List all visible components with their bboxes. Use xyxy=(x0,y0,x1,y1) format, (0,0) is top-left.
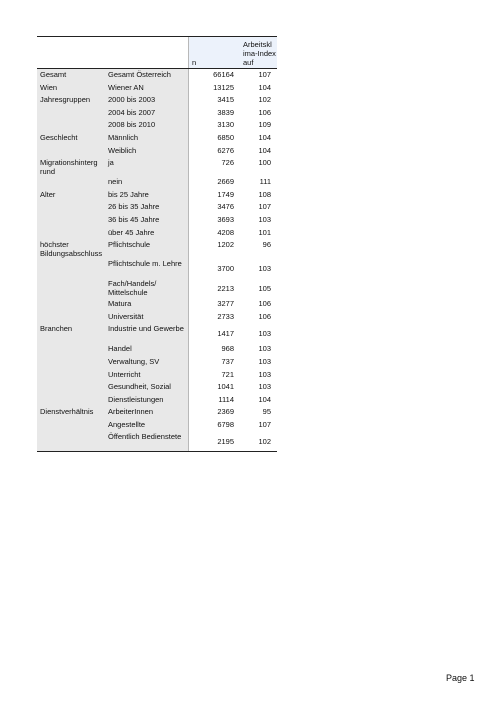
row-item-label: ja xyxy=(105,157,189,176)
row-index-value: 109 xyxy=(258,120,271,130)
row-group-label: Migrationshinterg rund xyxy=(37,157,105,176)
table-row xyxy=(37,176,277,189)
row-n-value: 4208 xyxy=(217,227,234,237)
row-item-label: Handel xyxy=(105,343,189,356)
table-row xyxy=(37,157,277,176)
row-index-value: 105 xyxy=(258,284,271,294)
table-row xyxy=(37,381,277,394)
row-index-value: 103 xyxy=(258,214,271,224)
row-n-value: 6276 xyxy=(217,145,234,155)
row-index-value: 107 xyxy=(258,419,271,429)
row-index-value: 102 xyxy=(237,431,277,452)
table-row xyxy=(37,406,277,419)
row-n-value: 3130 xyxy=(217,120,234,130)
row-group-label xyxy=(37,119,105,132)
table-row xyxy=(37,201,277,214)
header-n: n xyxy=(189,37,238,69)
table-row xyxy=(37,258,277,278)
row-index-value: 103 xyxy=(258,344,271,354)
row-index-value: 106 xyxy=(258,311,271,321)
row-n-value: 726 xyxy=(221,158,234,168)
row-group-label xyxy=(37,176,105,189)
row-n-value: 737 xyxy=(221,356,234,366)
row-n-value: 721 xyxy=(221,369,234,379)
row-index-value: 103 xyxy=(258,329,271,339)
row-index-value: 103 xyxy=(258,264,271,274)
row-item-label: 2008 bis 2010 xyxy=(105,119,189,132)
table-row xyxy=(37,369,277,382)
table-row xyxy=(37,298,277,311)
row-n-value: 3476 xyxy=(217,202,234,212)
row-group-label xyxy=(37,369,105,382)
row-index-value: 106 xyxy=(258,299,271,309)
table-row xyxy=(37,239,277,258)
row-index-value: 108 xyxy=(258,189,271,199)
row-index-value: 111 xyxy=(259,177,271,187)
table-row xyxy=(37,214,277,227)
row-group-label: Wien xyxy=(37,82,105,95)
row-n-value: 66164 xyxy=(213,70,234,79)
row-index-value: 107 xyxy=(258,70,271,79)
row-n-value: 3277 xyxy=(217,299,234,309)
row-item-label: Verwaltung, SV xyxy=(105,356,189,369)
table-row xyxy=(37,69,277,82)
row-item-label: Pflichtschule xyxy=(105,239,189,258)
row-index-value: 103 xyxy=(258,382,271,392)
row-index-value: 96 xyxy=(262,240,271,250)
row-group-label xyxy=(37,214,105,227)
row-item-label: Angestellte xyxy=(105,419,189,432)
row-index-value: 102 xyxy=(258,95,271,105)
row-n-value: 2195 xyxy=(189,431,238,452)
row-index-value: 106 xyxy=(258,107,271,117)
row-item-label: Dienstleistungen xyxy=(105,394,189,407)
row-item-label: 26 bis 35 Jahre xyxy=(105,201,189,214)
row-item-label: 2004 bis 2007 xyxy=(105,107,189,120)
table-row xyxy=(37,94,277,107)
row-group-label: Branchen xyxy=(37,323,105,343)
row-item-label: bis 25 Jahre xyxy=(105,189,189,202)
row-index-value: 103 xyxy=(258,369,271,379)
row-item-label: Weiblich xyxy=(105,145,189,158)
row-index-value: 104 xyxy=(258,145,271,155)
table-row xyxy=(37,311,277,324)
table-row xyxy=(37,227,277,240)
row-index-value: 100 xyxy=(258,158,271,168)
data-table xyxy=(37,36,277,452)
row-group-label xyxy=(37,356,105,369)
row-group-label xyxy=(37,381,105,394)
row-index-value: 95 xyxy=(262,407,271,417)
table-row xyxy=(37,419,277,432)
row-index-value: 103 xyxy=(258,356,271,366)
row-n-value: 2213 xyxy=(217,284,234,294)
row-n-value: 968 xyxy=(221,344,234,354)
row-n-value: 1202 xyxy=(217,240,234,250)
row-group-label: Gesamt xyxy=(37,69,105,82)
row-item-label: Unterricht xyxy=(105,369,189,382)
row-group-label xyxy=(37,343,105,356)
table-row xyxy=(37,323,277,343)
table-row xyxy=(37,431,277,452)
row-index-value: 101 xyxy=(258,227,271,237)
row-item-label: ArbeiterInnen xyxy=(105,406,189,419)
row-n-value: 2369 xyxy=(217,407,234,417)
page-number: Page 1 xyxy=(446,673,475,683)
table-row xyxy=(37,145,277,158)
row-index-value: 104 xyxy=(258,394,271,404)
row-item-label: 36 bis 45 Jahre xyxy=(105,214,189,227)
row-item-label: Pflichtschule m. Lehre xyxy=(105,258,189,278)
row-n-value: 1041 xyxy=(217,382,234,392)
table-row xyxy=(37,107,277,120)
table-row xyxy=(37,82,277,95)
row-group-label xyxy=(37,419,105,432)
table-row xyxy=(37,132,277,145)
row-group-label xyxy=(37,311,105,324)
row-item-label: Wiener AN xyxy=(105,82,189,95)
table-row xyxy=(37,356,277,369)
table-row xyxy=(37,343,277,356)
row-item-label: Öffentlich Bedienstete xyxy=(105,431,189,452)
row-item-label: Männlich xyxy=(105,132,189,145)
row-group-label: Alter xyxy=(37,189,105,202)
row-group-label: höchster Bildungsabschluss xyxy=(37,239,105,258)
row-index-value: 104 xyxy=(258,132,271,142)
header-blank-2 xyxy=(105,37,189,69)
row-group-label: Dienstverhältnis xyxy=(37,406,105,419)
row-n-value: 3693 xyxy=(217,214,234,224)
row-group-label xyxy=(37,227,105,240)
row-group-label xyxy=(37,107,105,120)
row-group-label xyxy=(37,298,105,311)
table-row xyxy=(37,119,277,132)
row-group-label xyxy=(37,145,105,158)
row-index-value: 104 xyxy=(258,82,271,92)
row-n-value: 3839 xyxy=(217,107,234,117)
row-item-label: Fach/Handels/ Mittelschule xyxy=(105,278,189,298)
header-index: Arbeitskl ima-Index auf xyxy=(237,37,277,69)
row-group-label xyxy=(37,278,105,298)
row-group-label xyxy=(37,394,105,407)
row-group-label: Geschlecht xyxy=(37,132,105,145)
row-item-label: Matura xyxy=(105,298,189,311)
row-n-value: 1417 xyxy=(217,329,234,339)
row-item-label: Gesundheit, Sozial xyxy=(105,381,189,394)
row-n-value: 6850 xyxy=(217,132,234,142)
header-blank-1 xyxy=(37,37,105,69)
row-item-label: Universität xyxy=(105,311,189,324)
row-n-value: 6798 xyxy=(217,419,234,429)
row-item-label: über 45 Jahre xyxy=(105,227,189,240)
row-item-label: nein xyxy=(105,176,189,189)
row-n-value: 1749 xyxy=(217,189,234,199)
header-row xyxy=(37,37,277,69)
row-n-value: 2733 xyxy=(217,311,234,321)
table-body xyxy=(37,37,277,452)
row-group-label: Jahresgruppen xyxy=(37,94,105,107)
row-n-value: 2669 xyxy=(217,177,234,187)
row-item-label: Industrie und Gewerbe xyxy=(105,323,189,343)
row-index-value: 107 xyxy=(258,202,271,212)
table-row xyxy=(37,278,277,298)
row-item-label: Gesamt Österreich xyxy=(105,69,189,82)
row-item-label: 2000 bis 2003 xyxy=(105,94,189,107)
row-group-label xyxy=(37,258,105,278)
row-n-value: 3700 xyxy=(217,264,234,274)
row-group-label xyxy=(37,201,105,214)
table-row xyxy=(37,189,277,202)
row-group-label xyxy=(37,431,105,452)
row-n-value: 13125 xyxy=(213,82,234,92)
table-row xyxy=(37,394,277,407)
row-n-value: 1114 xyxy=(218,394,234,404)
row-n-value: 3415 xyxy=(217,95,234,105)
